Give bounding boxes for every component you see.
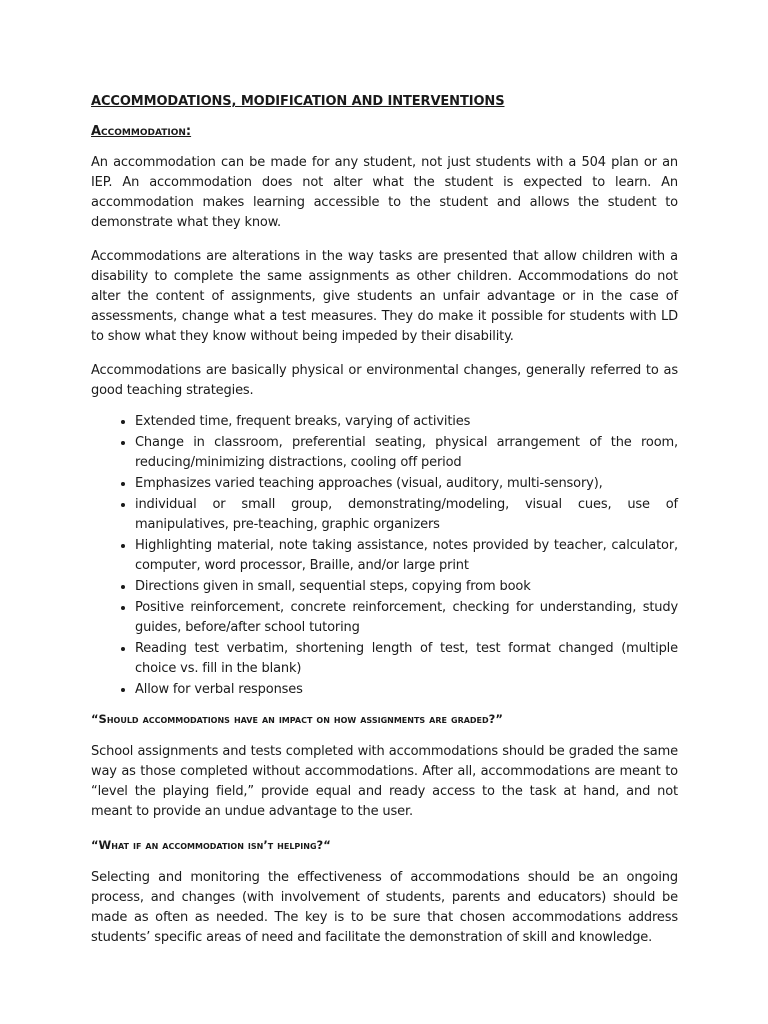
question-heading-grading: “Should accommodations have an impact on how assignments are graded?”: [91, 712, 503, 726]
accommodation-list: [91, 411, 678, 700]
list-item: • Extended time, frequent breaks, varying of activities: [135, 411, 678, 432]
list-item: • Positive reinforcement, concrete reinforcement, checking for understanding, study guides, before/after school tutoring: [135, 597, 678, 638]
list-item: • Highlighting material, note taking assistance, notes provided by teacher, calculator, computer, word processor, Braille, and/or large print: [135, 535, 678, 576]
document-page: [91, 93, 678, 962]
list-item: • Allow for verbal responses: [135, 679, 678, 700]
section-heading-accommodation: [91, 123, 678, 141]
list-item: • Directions given in small, sequential steps, copying from book: [135, 576, 678, 597]
intro-paragraph-2: Accommodations are alterations in the way tasks are presented that allow children with a disability to complete the same assignments as other children. Accommodations do not alter the content of assignments, give students an unfair advantage or in the case of assessments, change what a test measures. They do make it possible for students with LD to show what they know without being impeded by their disability.: [91, 249, 678, 344]
answer-paragraph-grading: School assignments and tests completed with accommodations should be graded the same way as those completed without accommodations. After all, accommodations are meant to “level the playing field,” provide equal and ready access to the task at hand, and not meant to provide an undue advantage to the user.: [91, 744, 678, 819]
answer-paragraph-not-helping: Selecting and monitoring the effectiveness of accommodations should be an ongoing process, and changes (with involvement of students, parents and educators) should be made as often as needed. The key is to be sure that chosen accommodations address students’ specific areas of need and facilitate the demonstration of skill and knowledge.: [91, 870, 678, 945]
list-item: • Emphasizes varied teaching approaches (visual, auditory, multi-sensory),: [135, 473, 678, 494]
list-item: • individual or small group, demonstrating/modeling, visual cues, use of manipulatives, pre-teaching, graphic organizers: [135, 494, 678, 535]
list-item: • Reading test verbatim, shortening length of test, test format changed (multiple choice vs. fill in the blank): [135, 638, 678, 679]
list-item: • Change in classroom, preferential seating, physical arrangement of the room, reducing/minimizing distractions, cooling off period: [135, 432, 678, 473]
document-title: ACCOMMODATIONS, MODIFICATION AND INTERVENTIONS: [91, 94, 505, 109]
question-heading-not-helping: “What if an accommodation isn’t helping?“: [91, 838, 331, 852]
intro-paragraph-3: Accommodations are basically physical or environmental changes, generally referred to as good teaching strategies.: [91, 363, 678, 398]
intro-paragraph-1: An accommodation can be made for any student, not just students with a 504 plan or an IEP. An accommodation does not alter what the student is expected to learn. An accommodation makes learning accessible to the student and allows the student to demonstrate what they know.: [91, 155, 678, 230]
section-heading-text: Accommodation:: [91, 124, 192, 139]
